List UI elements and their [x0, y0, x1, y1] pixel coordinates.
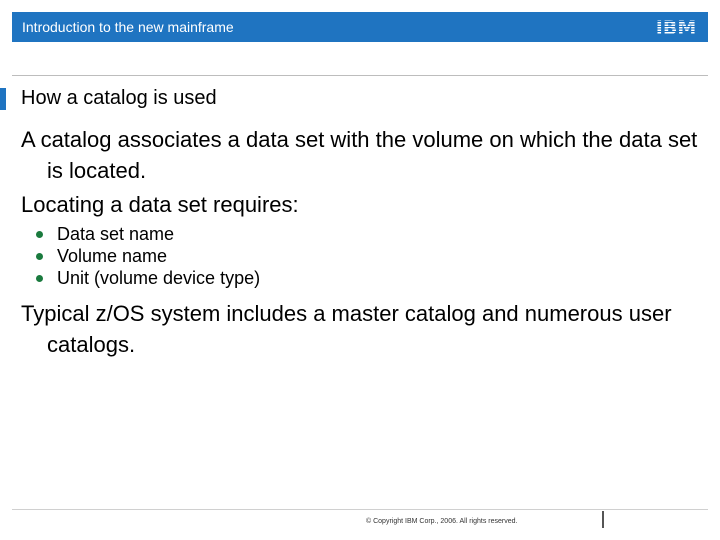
- header-divider: [12, 75, 708, 76]
- copyright-notice: © Copyright IBM Corp., 2006. All rights reserved.: [366, 518, 518, 525]
- header-bar: [12, 12, 708, 42]
- list-item-label: Data set name: [57, 224, 175, 244]
- course-title: Introduction to the new mainframe: [22, 19, 234, 35]
- ibm-logo: [654, 17, 698, 37]
- list-item-label: Unit (volume device type): [57, 268, 261, 288]
- closing-statement: Typical z/OS system includes a master catalog and numerous user catalogs.: [21, 301, 672, 357]
- bullet-icon: [36, 231, 43, 238]
- locating-requirements: Locating a data set requires:: [21, 192, 299, 217]
- svg-text:IBM: IBM: [655, 17, 697, 37]
- slide-body: [21, 124, 701, 363]
- footer-separator: [602, 511, 604, 528]
- list-item-label: Volume name: [57, 246, 168, 266]
- list-item: [57, 267, 701, 289]
- list-item: [57, 245, 701, 267]
- title-marker: [0, 88, 6, 110]
- requirements-list: [21, 223, 701, 289]
- catalog-definition: A catalog associates a data set with the volume on which the data set is located.: [21, 127, 698, 183]
- bullet-icon: [36, 253, 43, 260]
- list-item: [57, 223, 701, 245]
- footer-divider: [12, 509, 708, 510]
- slide-title: How a catalog is used: [21, 87, 217, 109]
- bullet-icon: [36, 275, 43, 282]
